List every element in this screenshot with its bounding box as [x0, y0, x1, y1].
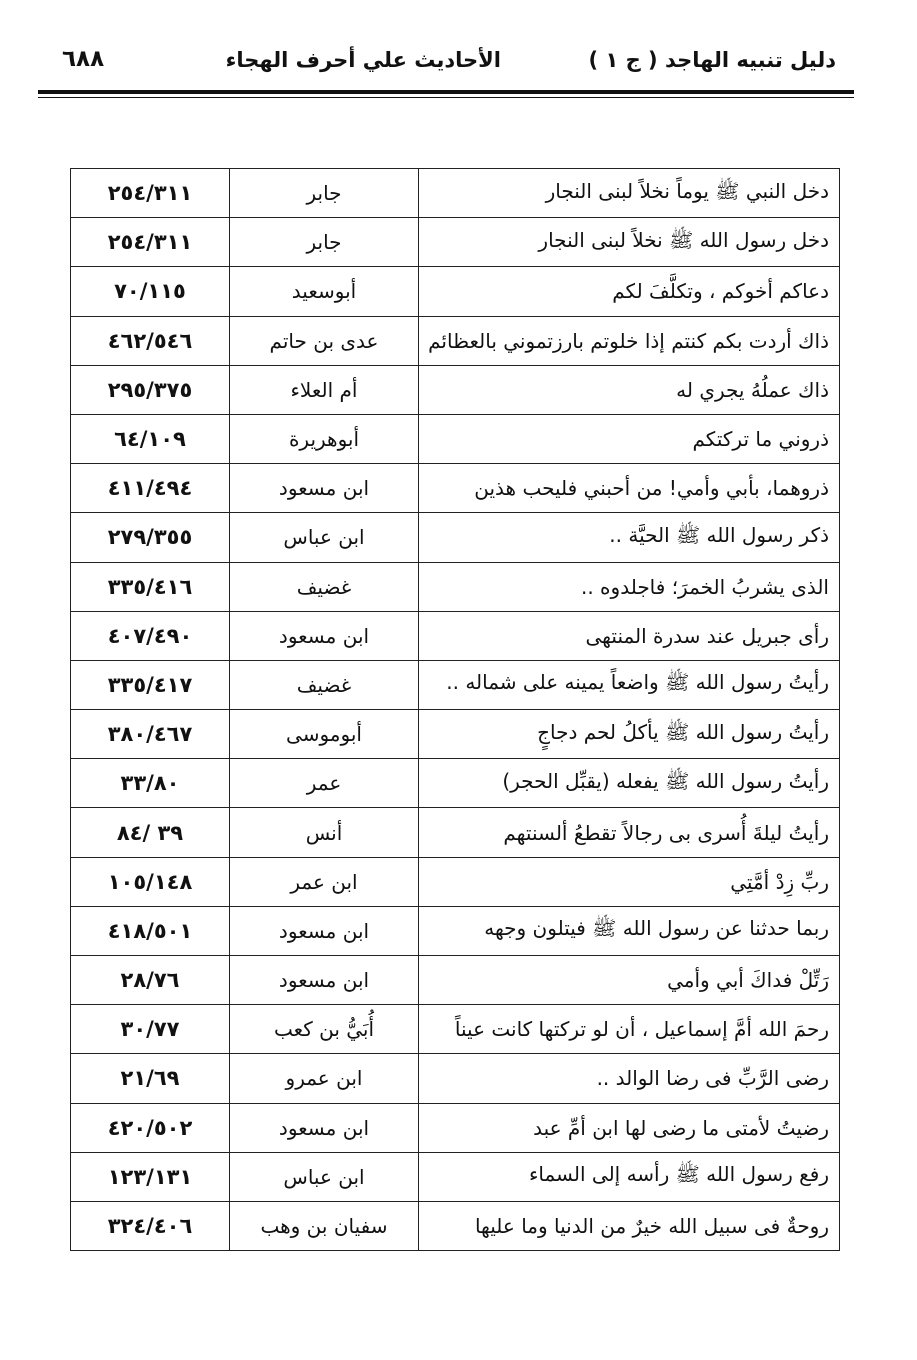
hadith-text: ذكر رسول الله ﷺ الحيَّة ..: [419, 513, 840, 562]
section-title: الأحاديث علي أحرف الهجاء: [225, 48, 501, 72]
narrator: أبوسعيد: [230, 267, 419, 316]
hadith-text: رضيتُ لأمتى ما رضى لها ابن أمِّ عبد: [419, 1103, 840, 1152]
reference-number: ٣٣٥/٤١٧: [71, 660, 230, 709]
hadith-text: ربما حدثنا عن رسول الله ﷺ فيتلون وجهه: [419, 906, 840, 955]
narrator: ابن عباس: [230, 513, 419, 562]
hadith-text: ذروهما، بأبي وأمي! من أحبني فليحب هذين: [419, 464, 840, 513]
hadith-text: دعاكم أخوكم ، وتكلَّفَ لكم: [419, 267, 840, 316]
narrator: عمر: [230, 759, 419, 808]
table-row: [71, 464, 840, 513]
table-row: [71, 267, 840, 316]
table-row: [71, 316, 840, 365]
reference-number: ٤١١/٤٩٤: [71, 464, 230, 513]
hadith-text: رَتِّلْ فداكَ أبي وأمي: [419, 956, 840, 1005]
narrator: سفيان بن وهب: [230, 1201, 419, 1250]
reference-number: ٦٤/١٠٩: [71, 414, 230, 463]
hadith-text: الذى يشربُ الخمرَ؛ فاجلدوه ..: [419, 562, 840, 611]
narrator: غضيف: [230, 660, 419, 709]
narrator: جابر: [230, 169, 419, 218]
hadith-text: رأيتُ رسول الله ﷺ يفعله (يقبِّل الحجر): [419, 759, 840, 808]
table-row: [71, 1152, 840, 1201]
hadith-text: ذاك عملُهُ يجري له: [419, 365, 840, 414]
table-row: [71, 169, 840, 218]
narrator: أبوموسى: [230, 710, 419, 759]
reference-number: ١٢٣/١٣١: [71, 1152, 230, 1201]
table-row: [71, 414, 840, 463]
table-row: [71, 1201, 840, 1250]
table-row: [71, 1054, 840, 1103]
header-rule-thin: [38, 97, 854, 98]
reference-number: ٤١٨/٥٠١: [71, 906, 230, 955]
table-row: [71, 906, 840, 955]
book-title: دليل تنبيه الهاجد ( ج ١ ): [588, 48, 836, 72]
table-row: [71, 1005, 840, 1054]
narrator: جابر: [230, 218, 419, 267]
narrator: ابن عمر: [230, 857, 419, 906]
narrator: ابن عباس: [230, 1152, 419, 1201]
narrator: أنس: [230, 808, 419, 857]
reference-number: ٣٠/٧٧: [71, 1005, 230, 1054]
table-row: [71, 759, 840, 808]
table-row: [71, 611, 840, 660]
reference-number: ١٠٥/١٤٨: [71, 857, 230, 906]
reference-number: ٢٨/٧٦: [71, 956, 230, 1005]
table-row: [71, 1103, 840, 1152]
hadith-text: ربِّ زِدْ أمَّتِي: [419, 857, 840, 906]
reference-number: ٤٢٠/٥٠٢: [71, 1103, 230, 1152]
hadith-text: رأيتُ رسول الله ﷺ يأكلُ لحم دجاجٍ: [419, 710, 840, 759]
hadith-text: دخل النبي ﷺ يوماً نخلاً لبنى النجار: [419, 169, 840, 218]
narrator: أبوهريرة: [230, 414, 419, 463]
table-body: [71, 169, 840, 1251]
page-header: [36, 38, 856, 90]
reference-number: ٢٥٤/٣١١: [71, 169, 230, 218]
reference-number: ٤٠٧/٤٩٠: [71, 611, 230, 660]
hadith-text: رفع رسول الله ﷺ رأسه إلى السماء: [419, 1152, 840, 1201]
narrator: أُبَيُّ بن كعب: [230, 1005, 419, 1054]
table-row: [71, 513, 840, 562]
hadith-text: ذروني ما تركتكم: [419, 414, 840, 463]
hadith-text: روحةٌ فى سبيل الله خيرٌ من الدنيا وما عليها: [419, 1201, 840, 1250]
table-row: [71, 660, 840, 709]
reference-number: ٣٣٥/٤١٦: [71, 562, 230, 611]
reference-number: ٢٧٩/٣٥٥: [71, 513, 230, 562]
header-rule: [38, 90, 854, 94]
narrator: ابن مسعود: [230, 611, 419, 660]
reference-number: ٧٠/١١٥: [71, 267, 230, 316]
narrator: أم العلاء: [230, 365, 419, 414]
table-row: [71, 956, 840, 1005]
reference-number: ٣٨٠/٤٦٧: [71, 710, 230, 759]
hadith-text: رأيتُ رسول الله ﷺ واضعاً يمينه على شماله ..: [419, 660, 840, 709]
narrator: ابن مسعود: [230, 1103, 419, 1152]
table-row: [71, 365, 840, 414]
hadith-text: رأيتُ ليلةَ أُسرى بى رجالاً تقطعُ ألسنتهم: [419, 808, 840, 857]
reference-number: ٢١/٦٩: [71, 1054, 230, 1103]
hadith-text: دخل رسول الله ﷺ نخلاً لبنى النجار: [419, 218, 840, 267]
hadith-text: رحمَ الله أمَّ إسماعيل ، أن لو تركتها كانت عيناً: [419, 1005, 840, 1054]
narrator: عدى بن حاتم: [230, 316, 419, 365]
page-number: ٦٨٨: [62, 46, 105, 72]
reference-number: ٢٩٥/٣٧٥: [71, 365, 230, 414]
hadith-text: رأى جبريل عند سدرة المنتهى: [419, 611, 840, 660]
reference-number: ٣٣/٨٠: [71, 759, 230, 808]
narrator: غضيف: [230, 562, 419, 611]
narrator: ابن عمرو: [230, 1054, 419, 1103]
table-row: [71, 562, 840, 611]
table-row: [71, 710, 840, 759]
hadith-text: ذاك أردت بكم كنتم إذا خلوتم بارزتموني بالعظائم: [419, 316, 840, 365]
narrator: ابن مسعود: [230, 464, 419, 513]
table-row: [71, 808, 840, 857]
narrator: ابن مسعود: [230, 956, 419, 1005]
hadith-index-table: [70, 168, 840, 1251]
reference-number: ٤٦٢/٥٤٦: [71, 316, 230, 365]
reference-number: ٣٢٤/٤٠٦: [71, 1201, 230, 1250]
hadith-text: رضى الرَّبِّ فى رضا الوالد ..: [419, 1054, 840, 1103]
reference-number: ٣٩ /٨٤: [71, 808, 230, 857]
narrator: ابن مسعود: [230, 906, 419, 955]
reference-number: ٢٥٤/٣١١: [71, 218, 230, 267]
table-row: [71, 218, 840, 267]
table-row: [71, 857, 840, 906]
